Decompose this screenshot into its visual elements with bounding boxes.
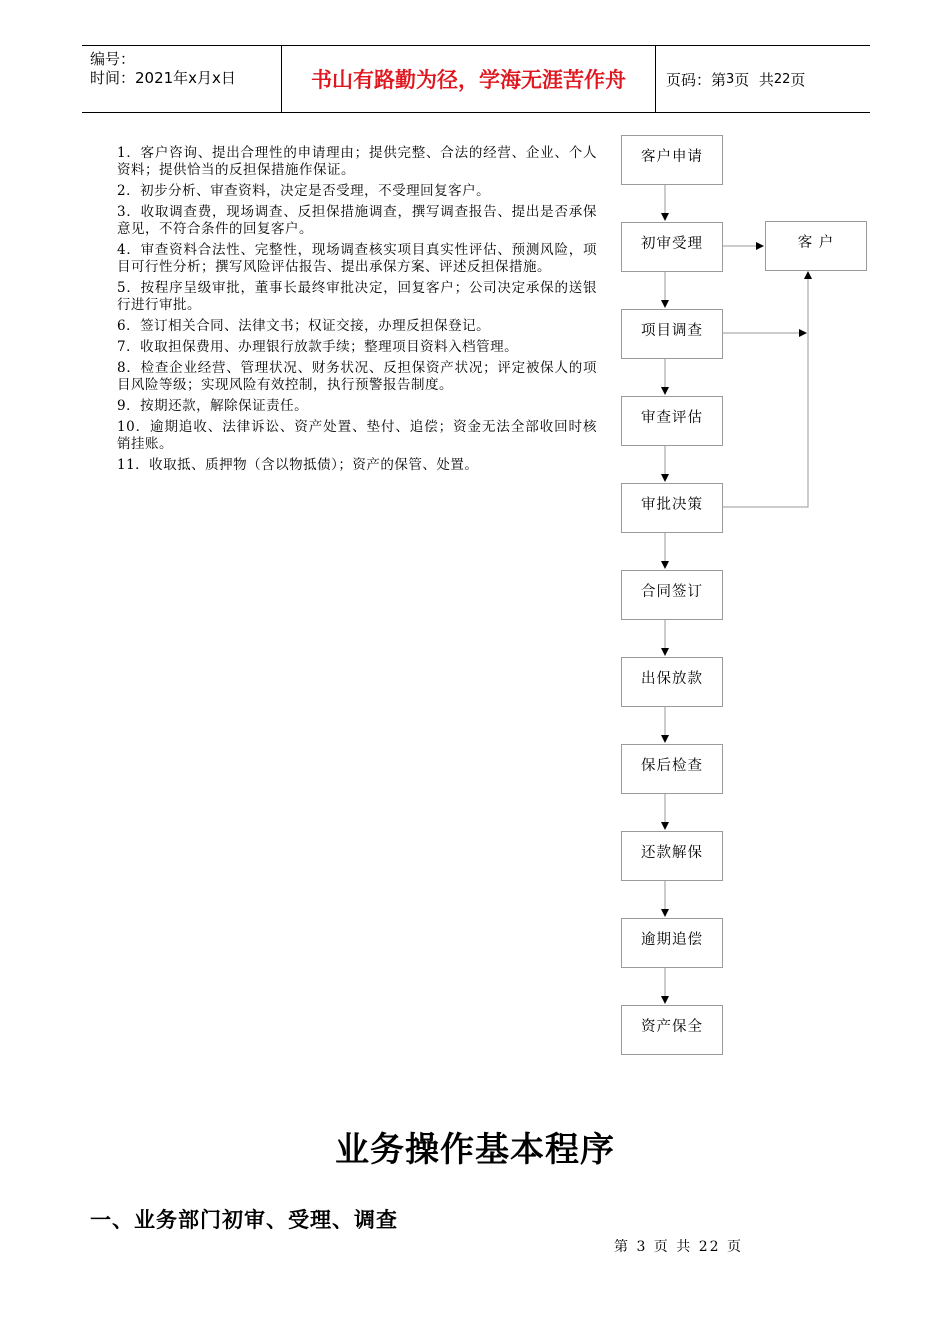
step-item: 7．收取担保费用、办理银行放款手续；整理项目资料入档管理。 — [117, 339, 519, 355]
page-current: 3 — [726, 71, 735, 87]
page-footer: 第 3 页 共 22 页 — [614, 1239, 743, 1255]
flow-node: 初审受理 — [621, 222, 723, 272]
flow-node: 审查评估 — [621, 396, 723, 446]
flow-node: 合同签订 — [621, 570, 723, 620]
page-total: 22 — [773, 71, 791, 87]
step-item: 11．收取抵、质押物（含以物抵债）；资产的保管、处置。 — [117, 457, 479, 473]
flow-node: 客户申请 — [621, 135, 723, 185]
flow-node: 审批决策 — [621, 483, 723, 533]
page-info-prefix: 页码：第 — [666, 70, 727, 89]
flow-node: 出保放款 — [621, 657, 723, 707]
flow-node: 资产保全 — [621, 1005, 723, 1055]
step-item: 8．检查企业经营、管理状况、财务状况、反担保资产状况；评定被保人的项目风险等级；实现风险有效控制，执行预警报告制度。 — [117, 360, 597, 393]
arrow-to-customer — [722, 272, 808, 507]
section-title: 一、业务部门初审、受理、调查 — [90, 1207, 398, 1232]
step-item: 1．客户咨询、提出合理性的申请理由；提供完整、合法的经营、企业、个人资料；提供恰当的反担保措施作保证。 — [117, 145, 597, 178]
process-flowchart — [600, 120, 890, 1070]
flow-node: 项目调查 — [621, 309, 723, 359]
step-item: 6．签订相关合同、法律文书；权证交接，办理反担保登记。 — [117, 318, 491, 334]
header-motto: 书山有路勤为径，学海无涯苦作舟 — [282, 46, 656, 112]
main-title: 业务操作基本程序 — [335, 1130, 615, 1170]
flow-node: 还款解保 — [621, 831, 723, 881]
step-item: 5．按程序呈级审批，董事长最终审批决定，回复客户；公司决定承保的送银行进行审批。 — [117, 280, 597, 313]
step-item: 4．审查资料合法性、完整性，现场调查核实项目真实性评估、预测风险，项目可行性分析；撰写风险评估报告、提出承保方案、评述反担保措施。 — [117, 242, 597, 275]
step-item: 2．初步分析、审查资料，决定是否受理，不受理回复客户。 — [117, 183, 491, 199]
header-page-info — [656, 46, 870, 112]
page-info-middle: 页 共 — [734, 70, 774, 89]
step-item: 9．按期还款，解除保证责任。 — [117, 398, 309, 414]
page-header — [82, 45, 870, 113]
steps-list — [117, 145, 597, 478]
header-meta — [82, 46, 282, 112]
flow-node: 逾期追偿 — [621, 918, 723, 968]
number-label: 编号： — [90, 50, 136, 68]
time-label: 时间：2021年x月x日 — [90, 69, 236, 87]
flow-node-customer: 客 户 — [765, 221, 867, 271]
step-item: 10．逾期追收、法律诉讼、资产处置、垫付、追偿；资金无法全部收回时核销挂账。 — [117, 419, 597, 452]
page-info-suffix: 页 — [790, 70, 806, 89]
step-item: 3．收取调查费，现场调查、反担保措施调查，撰写调查报告、提出是否承保意见，不符合条件的回复客户。 — [117, 204, 597, 237]
flow-node: 保后检查 — [621, 744, 723, 794]
